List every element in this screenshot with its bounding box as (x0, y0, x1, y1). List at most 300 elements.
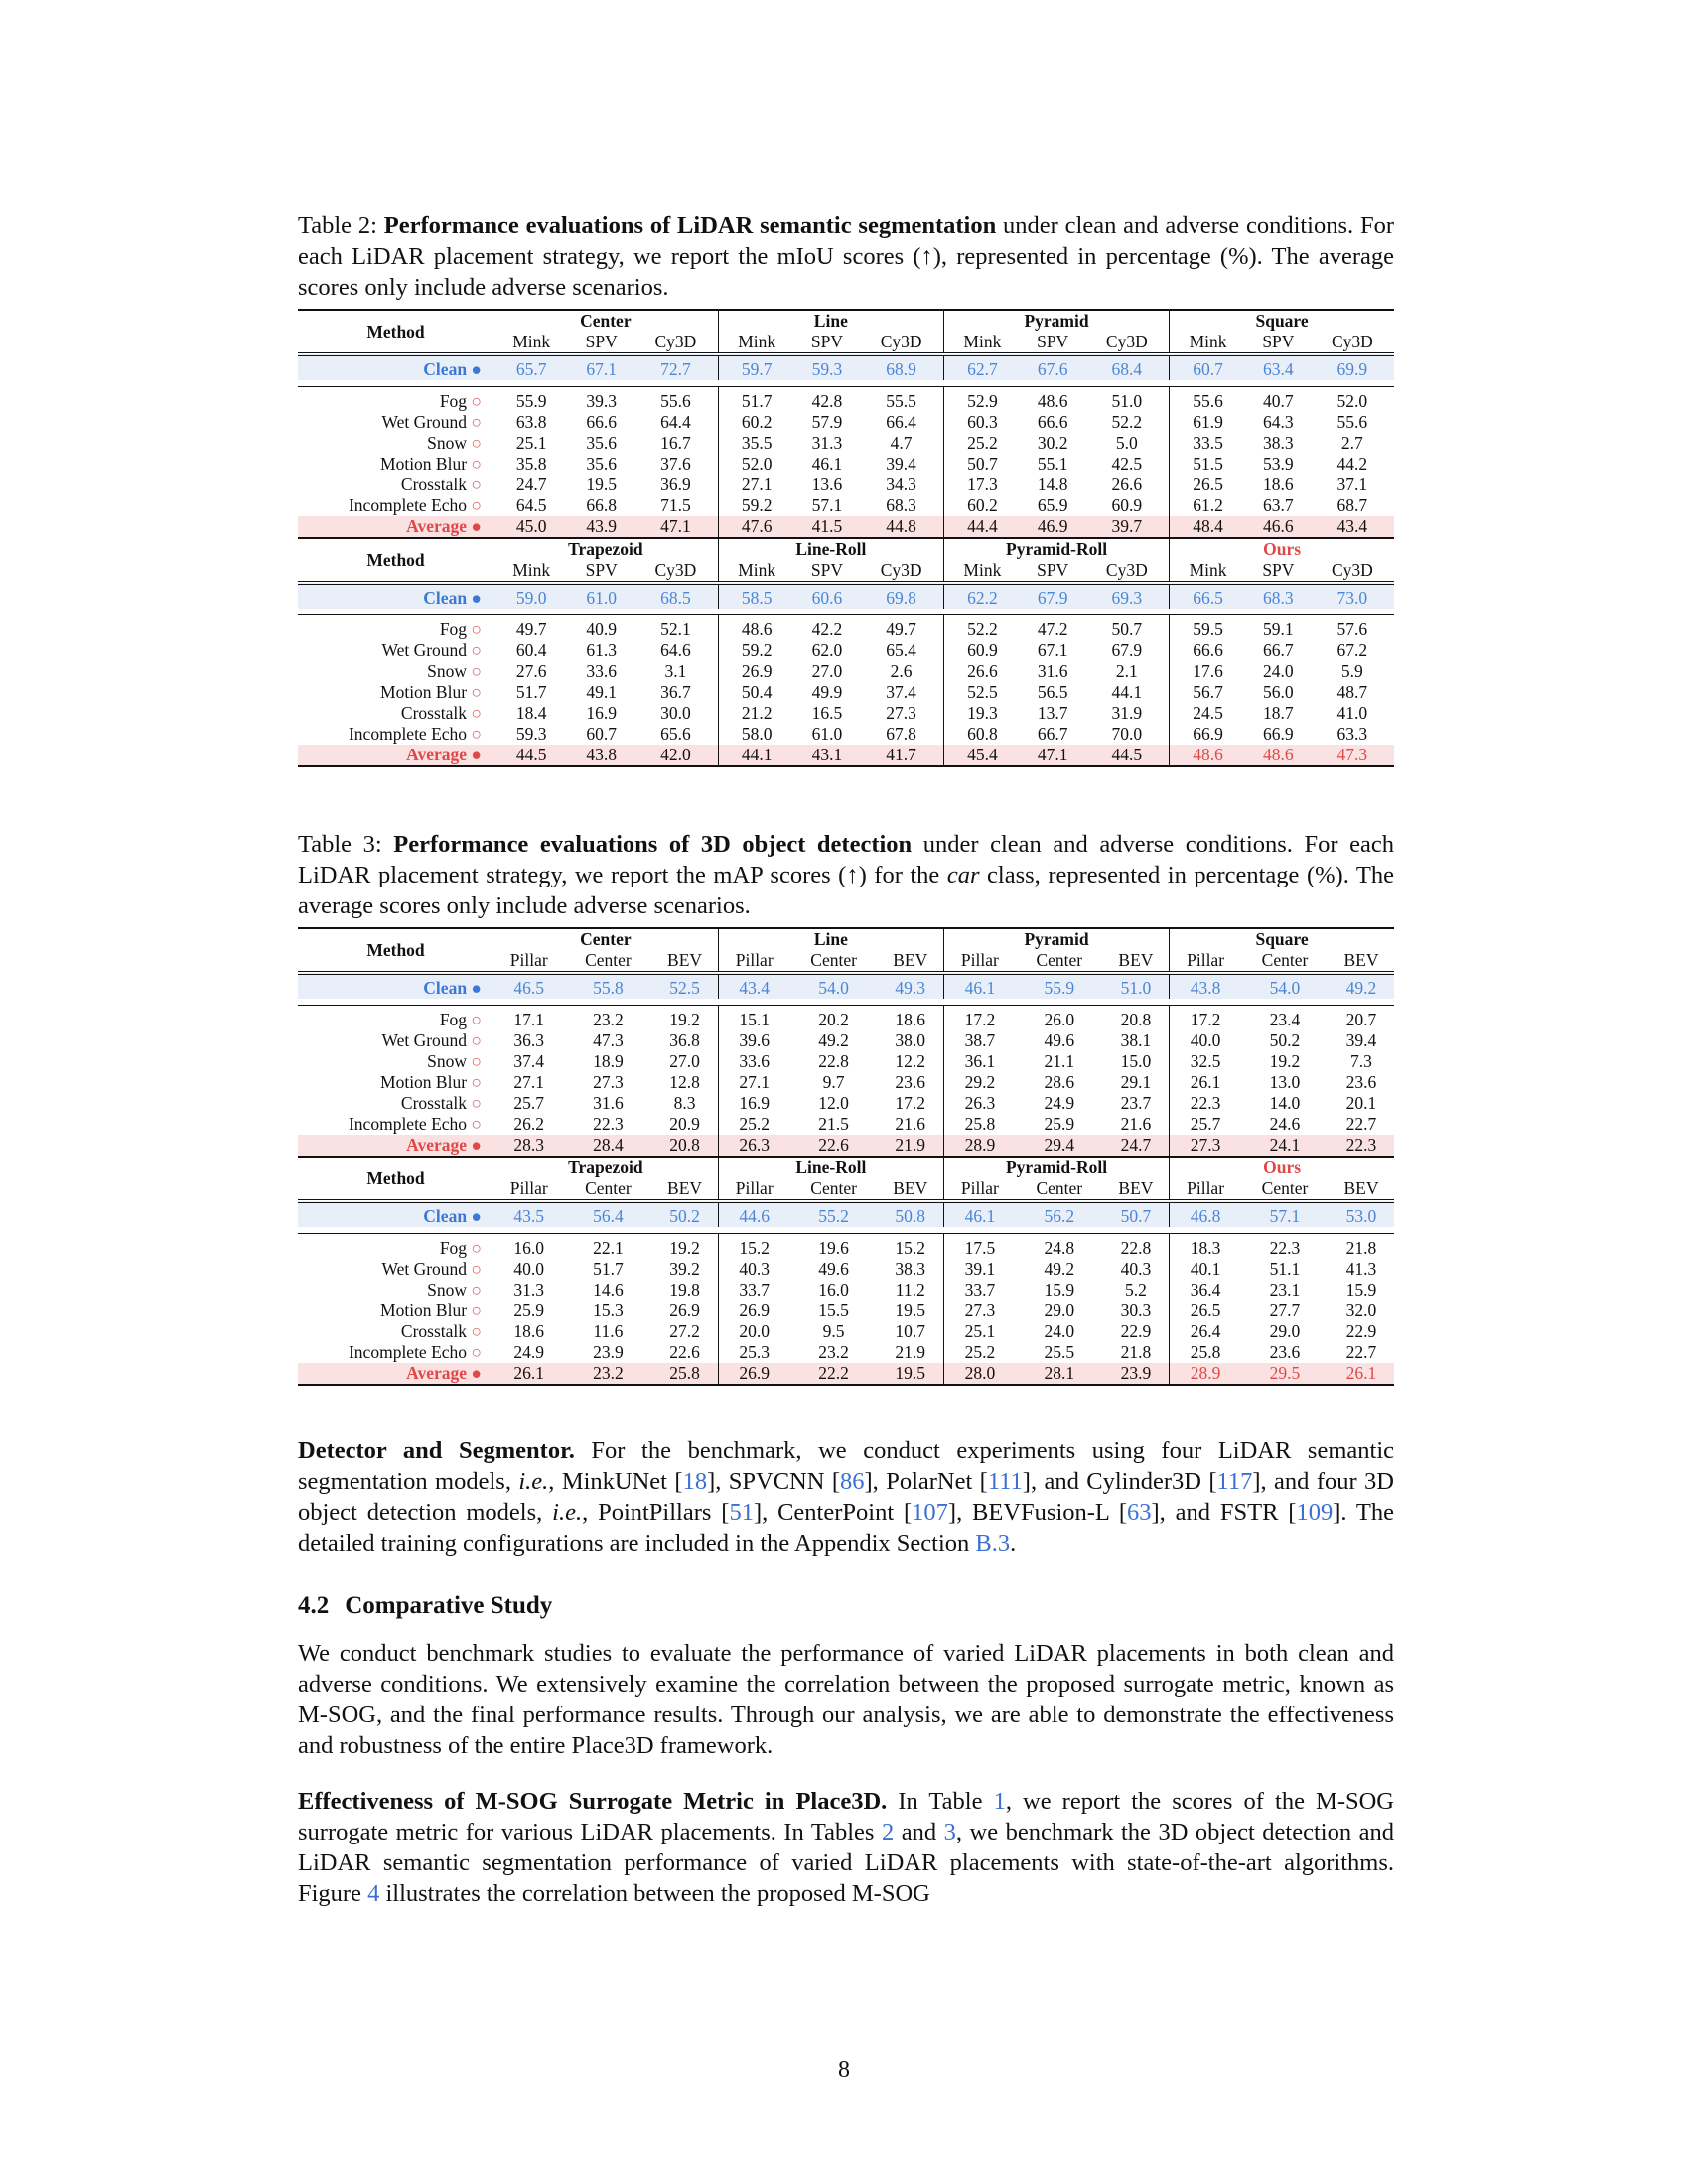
hollow-circle-icon: ○ (471, 1114, 482, 1134)
score-value: 5.0 (1115, 433, 1138, 453)
score-value: 55.6 (1336, 412, 1368, 432)
score-value: 12.8 (669, 1072, 700, 1092)
score-value: 17.2 (943, 1006, 1015, 1031)
score-value: 25.1 (515, 433, 547, 453)
row-label-text: Fog (439, 391, 472, 411)
score-value: 48.6 (1021, 387, 1085, 413)
model-header: BEV (1118, 1178, 1154, 1198)
citation-link[interactable]: 18 (682, 1468, 708, 1495)
score-value: 60.3 (943, 412, 1020, 433)
row-label-text: Crosstalk (400, 1093, 472, 1113)
score-value: 29.0 (1044, 1300, 1075, 1320)
row-label (298, 1114, 493, 1135)
clean-value: 60.7 (1170, 354, 1246, 380)
score-value: 63.3 (1336, 724, 1368, 744)
score-value: 56.0 (1263, 682, 1294, 702)
score-value: 65.9 (1037, 495, 1068, 515)
average-value: 23.2 (564, 1363, 651, 1385)
clean-value: 62.2 (943, 583, 1020, 609)
row-label-text: Incomplete Echo (348, 495, 472, 515)
score-value: 12.2 (895, 1051, 926, 1071)
condition-row (298, 1259, 1394, 1280)
citation-link[interactable]: 109 (1296, 1499, 1334, 1526)
score-value: 52.0 (718, 454, 794, 475)
hollow-circle-icon: ○ (471, 391, 482, 411)
clean-value: 67.9 (1021, 583, 1085, 609)
model-header: Center (1261, 1178, 1309, 1198)
clean-value: 50.2 (651, 1201, 718, 1227)
average-row (298, 1363, 1394, 1385)
score-value: 61.0 (811, 724, 843, 744)
row-label (298, 1030, 493, 1051)
score-value: 66.6 (586, 412, 618, 432)
score-value: 25.9 (513, 1300, 545, 1320)
paragraph-detector-segmentor: Detector and Segmentor. For the benchmark, we conduct experiments using four LiDAR semantic segmentation models, i.e., MinkUNet [18], SPVCNN [86], PolarNet [111], and Cylinder3D [117], and four 3D object detection models, i.e., PointPillars [51], CenterPoint [107], BEVFusion-L [63], and FSTR [109]. The detailed training configurations are included in the Appendix Section B.3. (298, 1437, 1395, 1557)
row-label-text: Motion Blur (380, 1300, 472, 1320)
average-value: 26.1 (493, 1363, 564, 1385)
score-value: 26.2 (513, 1114, 545, 1134)
score-value: 46.1 (811, 454, 843, 474)
condition-row (298, 1072, 1394, 1093)
score-value: 17.1 (493, 1006, 564, 1031)
score-value: 26.5 (1170, 475, 1246, 495)
score-value: 19.2 (651, 1234, 718, 1260)
average-row (298, 745, 1394, 766)
score-value: 8.3 (673, 1093, 696, 1113)
score-value: 27.6 (515, 661, 547, 681)
table3-caption: Table 3: Performance evaluations of 3D object detection under clean and adverse conditions. For each LiDAR placement strategy, we report the mAP scores (↑) for the car class, represented in percentage (%). The average scores only include adverse scenarios. (298, 831, 1394, 919)
score-value: 53.9 (1263, 454, 1294, 474)
clean-value: 46.1 (943, 973, 1015, 999)
average-value: 46.9 (1021, 516, 1085, 538)
clean-value: 72.7 (633, 354, 718, 380)
condition-row (298, 475, 1394, 495)
model-header: BEV (893, 1178, 928, 1198)
row-label (298, 412, 493, 433)
score-value: 32.5 (1170, 1051, 1241, 1072)
score-value: 51.0 (1084, 387, 1169, 413)
hollow-circle-icon: ○ (471, 724, 482, 744)
score-value: 38.0 (895, 1030, 926, 1050)
condition-row (298, 661, 1394, 682)
citation-link[interactable]: 86 (840, 1468, 865, 1495)
score-value: 68.7 (1336, 495, 1368, 515)
model-header: Pillar (1170, 1178, 1241, 1201)
hollow-circle-icon: ○ (471, 1093, 482, 1113)
score-value: 30.0 (660, 703, 691, 723)
row-label (298, 1006, 493, 1031)
score-value: 21.5 (818, 1114, 849, 1134)
score-value: 51.7 (515, 682, 547, 702)
score-value: 52.9 (943, 387, 1020, 413)
hollow-circle-icon: ○ (471, 433, 482, 453)
model-header: BEV (893, 950, 928, 970)
condition-row (298, 433, 1394, 454)
score-value: 22.7 (1345, 1342, 1377, 1362)
score-value: 55.6 (633, 387, 718, 413)
score-value: 36.9 (660, 475, 691, 494)
score-value: 31.9 (1111, 703, 1143, 723)
row-label (298, 1135, 493, 1157)
average-value: 47.3 (1311, 745, 1394, 766)
score-value: 35.8 (515, 454, 547, 474)
score-value: 40.1 (1170, 1259, 1241, 1280)
score-value: 52.2 (943, 615, 1020, 641)
score-value: 51.5 (1170, 454, 1246, 475)
clean-value: 43.8 (1170, 973, 1241, 999)
model-header: Center (1036, 1178, 1083, 1198)
clean-value: 57.1 (1241, 1201, 1329, 1227)
average-value: 26.3 (718, 1135, 789, 1157)
score-value: 67.2 (1336, 640, 1368, 660)
score-value: 24.9 (513, 1342, 545, 1362)
score-value: 13.0 (1269, 1072, 1301, 1092)
table-link[interactable]: 3 (943, 1818, 956, 1845)
average-value: 42.0 (633, 745, 718, 766)
clean-value: 51.0 (1103, 973, 1170, 999)
row-label (298, 661, 493, 682)
hollow-circle-icon: ○ (471, 475, 482, 494)
row-label-text: Wet Ground (381, 1030, 472, 1050)
score-value: 40.0 (1170, 1030, 1241, 1051)
average-value: 43.9 (569, 516, 633, 538)
clean-value: 58.5 (718, 583, 794, 609)
model-header: BEV (667, 1178, 703, 1198)
row-label-text: Fog (439, 1010, 472, 1029)
score-value: 40.0 (513, 1259, 545, 1279)
average-value: 20.8 (651, 1135, 718, 1157)
score-value: 34.3 (886, 475, 916, 494)
clean-value: 49.3 (878, 973, 944, 999)
group-header: Trapezoid (493, 1157, 718, 1178)
row-label-text: Motion Blur (380, 1072, 472, 1092)
score-value: 48.6 (718, 615, 794, 641)
clean-value: 73.0 (1311, 583, 1394, 609)
group-header: Ours (1170, 1157, 1394, 1178)
model-header: Mink (718, 332, 794, 354)
model-header: SPV (1262, 560, 1295, 580)
score-value: 22.8 (818, 1051, 849, 1071)
clean-value: 68.5 (633, 583, 718, 609)
average-value: 48.6 (1246, 745, 1311, 766)
average-value: 41.7 (859, 745, 943, 766)
score-value: 48.7 (1336, 682, 1368, 702)
condition-row (298, 1342, 1394, 1363)
row-label (298, 387, 493, 413)
hollow-circle-icon: ○ (471, 1280, 482, 1299)
citation-link[interactable]: 117 (1216, 1468, 1253, 1495)
group-header: Pyramid-Roll (943, 1157, 1169, 1178)
citation-link[interactable]: 107 (912, 1499, 948, 1526)
score-value: 26.4 (1170, 1321, 1241, 1342)
clean-value: 61.0 (569, 583, 633, 609)
condition-row (298, 682, 1394, 703)
score-value: 2.7 (1340, 433, 1363, 453)
score-value: 40.3 (1120, 1259, 1152, 1279)
clean-value: 55.2 (790, 1201, 878, 1227)
model-header: Cy3D (1331, 560, 1373, 580)
score-value: 7.3 (1350, 1051, 1372, 1071)
score-value: 59.2 (718, 495, 794, 516)
model-header: Center (810, 950, 857, 970)
score-value: 62.0 (811, 640, 843, 660)
score-value: 18.9 (593, 1051, 624, 1071)
score-value: 36.1 (943, 1051, 1015, 1072)
group-header: Square (1170, 928, 1394, 950)
paragraph-comparative-study: We conduct benchmark studies to evaluate the performance of varied LiDAR placements in both clean and adverse conditions. We extensively examine the correlation between the proposed surrogate metric, known as M-SOG, and the final performance results. Through our analysis, we are able to demonstrate the effectiveness and robustness of the entire Place3D framework. (298, 1640, 1394, 1759)
score-value: 19.2 (1269, 1051, 1301, 1071)
hollow-circle-icon: ○ (471, 1030, 482, 1050)
score-value: 16.9 (718, 1093, 789, 1114)
row-label (298, 745, 493, 766)
score-value: 30.3 (1120, 1300, 1152, 1320)
clean-row (298, 973, 1394, 999)
model-header: Mink (1170, 332, 1246, 354)
average-value: 28.9 (1170, 1363, 1241, 1385)
clean-value: 53.0 (1329, 1201, 1394, 1227)
score-value: 21.6 (1120, 1114, 1152, 1134)
clean-value: 67.6 (1021, 354, 1085, 380)
clean-value: 59.7 (718, 354, 794, 380)
average-value: 22.2 (790, 1363, 878, 1385)
group-header: Ours (1170, 538, 1394, 560)
average-value: 43.1 (795, 745, 860, 766)
clean-value: 50.7 (1103, 1201, 1170, 1227)
citation-link[interactable]: 111 (987, 1468, 1023, 1495)
score-value: 25.1 (943, 1321, 1015, 1342)
model-header: Cy3D (1331, 332, 1373, 351)
score-value: 35.6 (586, 454, 618, 474)
figure-link[interactable]: 4 (367, 1879, 380, 1907)
average-value: 21.9 (878, 1135, 944, 1157)
score-value: 36.8 (669, 1030, 700, 1050)
score-value: 16.0 (493, 1234, 564, 1260)
score-value: 52.5 (943, 682, 1020, 703)
model-header: Pillar (943, 1178, 1015, 1201)
clean-value: 59.3 (795, 354, 860, 380)
score-value: 26.1 (1170, 1072, 1241, 1093)
average-value: 44.5 (493, 745, 569, 766)
score-value: 60.2 (943, 495, 1020, 516)
score-value: 17.2 (1170, 1006, 1241, 1031)
score-value: 21.1 (1044, 1051, 1075, 1071)
header-row (298, 1157, 1394, 1178)
model-header: Cy3D (880, 560, 922, 580)
score-value: 24.0 (1044, 1321, 1075, 1341)
row-label-text: Snow (427, 1051, 472, 1071)
model-header: Center (1036, 950, 1083, 970)
score-value: 20.2 (790, 1006, 878, 1031)
score-value: 20.1 (1345, 1093, 1377, 1113)
model-header: Cy3D (1105, 332, 1148, 351)
row-label (298, 1093, 493, 1114)
score-value: 39.6 (718, 1030, 789, 1051)
citation-link[interactable]: 51 (729, 1499, 754, 1526)
score-value: 10.7 (895, 1321, 926, 1341)
hollow-circle-icon: ○ (471, 640, 482, 660)
score-value: 49.7 (859, 615, 943, 641)
score-value: 51.1 (1269, 1259, 1301, 1279)
score-value: 18.4 (515, 703, 547, 723)
condition-row (298, 1114, 1394, 1135)
score-value: 37.4 (886, 682, 916, 702)
score-value: 29.2 (943, 1072, 1015, 1093)
table-link[interactable]: 2 (881, 1818, 895, 1845)
average-value: 47.1 (1021, 745, 1085, 766)
score-value: 22.3 (1241, 1234, 1329, 1260)
score-value: 12.0 (818, 1093, 849, 1113)
score-value: 44.1 (1111, 682, 1143, 702)
row-label (298, 1321, 493, 1342)
score-value: 42.8 (795, 387, 860, 413)
average-value: 27.3 (1170, 1135, 1241, 1157)
score-value: 47.2 (1021, 615, 1085, 641)
score-value: 25.2 (943, 1342, 1015, 1363)
score-value: 59.1 (1246, 615, 1311, 641)
score-value: 63.8 (515, 412, 547, 432)
score-value: 26.3 (943, 1093, 1015, 1114)
average-value: 47.6 (718, 516, 794, 538)
row-label (298, 495, 493, 516)
score-value: 49.6 (818, 1259, 849, 1279)
score-value: 13.6 (811, 475, 843, 494)
clean-value: 43.5 (493, 1201, 564, 1227)
score-value: 49.2 (818, 1030, 849, 1050)
score-value: 60.9 (1111, 495, 1143, 515)
clean-value: 49.2 (1329, 973, 1394, 999)
clean-value: 46.5 (493, 973, 564, 999)
row-label-text: Wet Ground (381, 412, 472, 432)
score-value: 40.3 (718, 1259, 789, 1280)
row-label-text: Clean (423, 978, 472, 998)
score-value: 15.5 (818, 1300, 849, 1320)
row-label-text: Clean (423, 1206, 472, 1226)
score-value: 40.7 (1246, 387, 1311, 413)
score-value: 40.9 (569, 615, 633, 641)
group-header: Square (1170, 310, 1394, 332)
header-row (298, 928, 1394, 950)
row-label (298, 973, 493, 999)
score-value: 21.9 (895, 1342, 926, 1362)
score-value: 5.2 (1124, 1280, 1147, 1299)
group-header: Trapezoid (493, 538, 718, 560)
group-header: Center (493, 310, 718, 332)
score-value: 37.6 (660, 454, 691, 474)
score-value: 27.2 (669, 1321, 700, 1341)
row-label (298, 433, 493, 454)
row-label-text: Clean (423, 359, 472, 379)
average-value: 39.7 (1084, 516, 1169, 538)
score-value: 25.8 (943, 1114, 1015, 1135)
score-value: 35.6 (586, 433, 618, 453)
model-header: Cy3D (654, 560, 697, 580)
model-header: Cy3D (654, 332, 697, 351)
score-value: 19.8 (669, 1280, 700, 1299)
hollow-circle-icon: ○ (471, 1010, 482, 1029)
clean-value: 56.2 (1016, 1201, 1103, 1227)
citation-link[interactable]: 63 (1127, 1499, 1152, 1526)
score-value: 20.8 (1103, 1006, 1170, 1031)
table-link[interactable]: 1 (993, 1787, 1006, 1815)
filled-circle-icon: ● (471, 745, 482, 764)
header-row (298, 538, 1394, 560)
score-value: 18.3 (1170, 1234, 1241, 1260)
score-value: 24.7 (515, 475, 547, 494)
score-value: 55.6 (1170, 387, 1246, 413)
score-value: 24.8 (1016, 1234, 1103, 1260)
score-value: 71.5 (660, 495, 691, 515)
page-number: 8 (838, 2057, 850, 2083)
score-value: 25.5 (1044, 1342, 1075, 1362)
clean-value: 63.4 (1246, 354, 1311, 380)
row-label (298, 1280, 493, 1300)
group-header: Pyramid-Roll (943, 538, 1169, 560)
filled-circle-icon: ● (471, 978, 482, 998)
method-header: Method (298, 1157, 493, 1201)
condition-row (298, 615, 1394, 641)
condition-row (298, 703, 1394, 724)
model-header: Center (810, 1178, 857, 1198)
model-header: BEV (1118, 950, 1154, 970)
clean-value: 68.9 (859, 354, 943, 380)
condition-row (298, 1093, 1394, 1114)
hollow-circle-icon: ○ (471, 1300, 482, 1320)
clean-row (298, 354, 1394, 380)
hollow-circle-icon: ○ (471, 682, 482, 702)
score-value: 3.1 (664, 661, 687, 681)
score-value: 50.2 (1269, 1030, 1301, 1050)
score-value: 14.8 (1037, 475, 1068, 494)
score-value: 21.8 (1329, 1234, 1394, 1260)
average-value: 26.1 (1329, 1363, 1394, 1385)
clean-value: 65.7 (493, 354, 569, 380)
score-value: 51.7 (718, 387, 794, 413)
score-value: 64.5 (515, 495, 547, 515)
condition-row (298, 1234, 1394, 1260)
score-value: 2.6 (890, 661, 913, 681)
average-value: 43.8 (569, 745, 633, 766)
score-value: 11.6 (593, 1321, 624, 1341)
clean-value: 69.8 (859, 583, 943, 609)
score-value: 41.3 (1345, 1259, 1377, 1279)
score-value: 39.4 (886, 454, 916, 474)
score-value: 23.6 (1345, 1072, 1377, 1092)
score-value: 25.8 (1170, 1342, 1241, 1363)
score-value: 55.5 (859, 387, 943, 413)
table3-detection (298, 927, 1394, 1386)
average-value: 24.1 (1241, 1135, 1329, 1157)
hollow-circle-icon: ○ (471, 1072, 482, 1092)
row-label-text: Motion Blur (380, 682, 472, 702)
score-value: 55.1 (1037, 454, 1068, 474)
score-value: 20.9 (669, 1114, 700, 1134)
score-value: 60.9 (943, 640, 1020, 661)
condition-row (298, 1030, 1394, 1051)
score-value: 47.3 (593, 1030, 624, 1050)
table2-caption: Table 2: Performance evaluations of LiDAR semantic segmentation under clean and adverse conditions. For each LiDAR placement strategy, we report the mIoU scores (↑), represented in percentage (%). The average scores only include adverse scenarios. (298, 212, 1394, 301)
row-label (298, 516, 493, 538)
score-value: 33.7 (943, 1280, 1015, 1300)
row-label (298, 1072, 493, 1093)
score-value: 38.1 (1120, 1030, 1152, 1050)
hollow-circle-icon: ○ (471, 1321, 482, 1341)
average-value: 26.9 (718, 1363, 789, 1385)
score-value: 66.6 (1170, 640, 1246, 661)
score-value: 26.9 (718, 661, 794, 682)
condition-row (298, 1300, 1394, 1321)
hollow-circle-icon: ○ (471, 1259, 482, 1279)
appendix-link[interactable]: B.3 (975, 1530, 1011, 1557)
